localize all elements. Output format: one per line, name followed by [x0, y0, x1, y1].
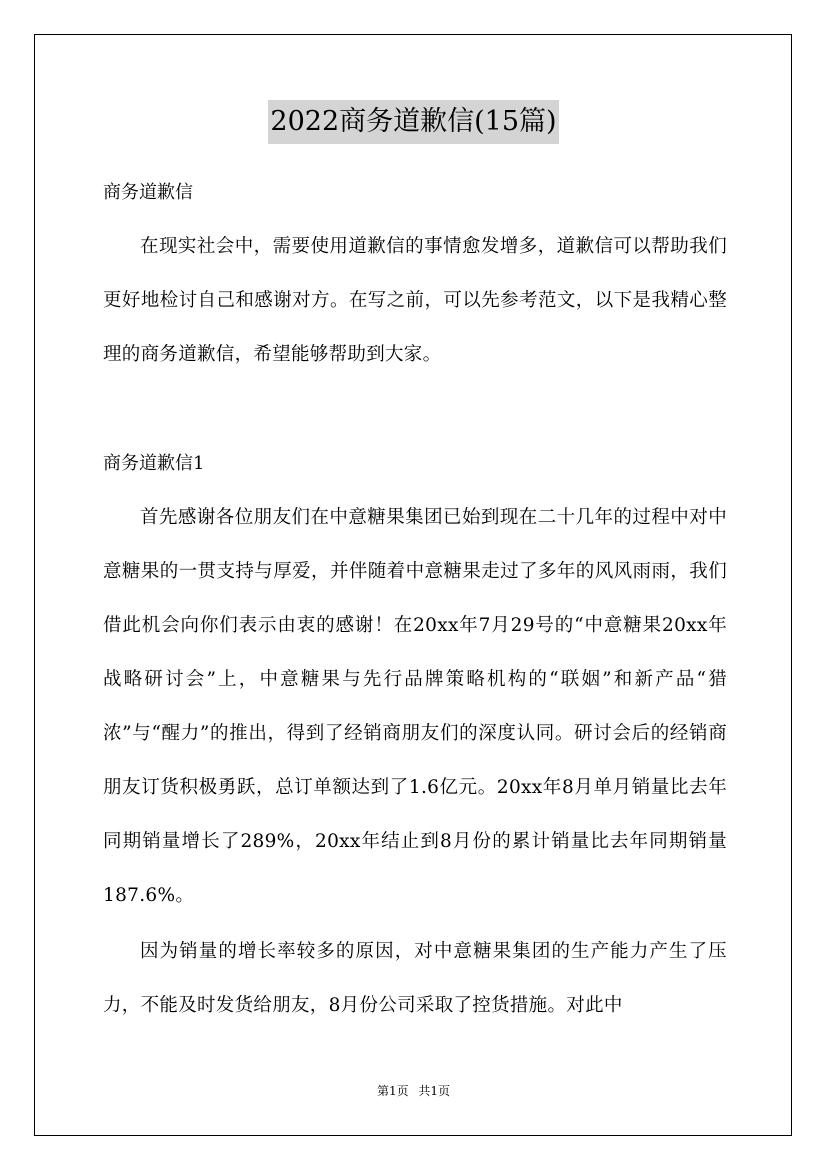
page-footer [0, 1082, 827, 1100]
document-title: 2022商务道歉信(15篇) [268, 100, 558, 144]
page-total: 共1页 [418, 1084, 451, 1098]
letter1-paragraph-1: 首先感谢各位朋友们在中意糖果集团已始到现在二十几年的过程中对中意糖果的一贯支持与厚爱，并伴随着中意糖果走过了多年的风风雨雨，我们借此机会向你们表示由衷的感谢！在20xx年7月29号的“中意糖果20xx年战略研讨会”上，中意糖果与先行品牌策略机构的“联姻”和新产品“猎浓”与“醒力”的推出，得到了经销商朋友们的深度认同。研讨会后的经销商朋友订货积极勇跃，总订单额达到了1.6亿元。20xx年8月单月销量比去年同期销量增长了289%，20xx年结止到8月份的累计销量比去年同期销量187.6%。 [103, 507, 727, 906]
letter1-heading: 商务道歉信1 [103, 453, 205, 474]
letter1-paragraph-2: 因为销量的增长率较多的原因，对中意糖果集团的生产能力产生了压力，不能及时发货给朋友，8月份公司采取了控货措施。对此中 [103, 941, 727, 1016]
title-container [0, 100, 827, 144]
intro-paragraph: 在现实社会中，需要使用道歉信的事情愈发增多，道歉信可以帮助我们更好地检讨自己和感谢对方。在写之前，可以先参考范文，以下是我精心整理的商务道歉信，希望能够帮助到大家。 [103, 236, 727, 365]
section-heading: 商务道歉信 [103, 182, 193, 203]
page-number: 第1页 [376, 1084, 409, 1098]
